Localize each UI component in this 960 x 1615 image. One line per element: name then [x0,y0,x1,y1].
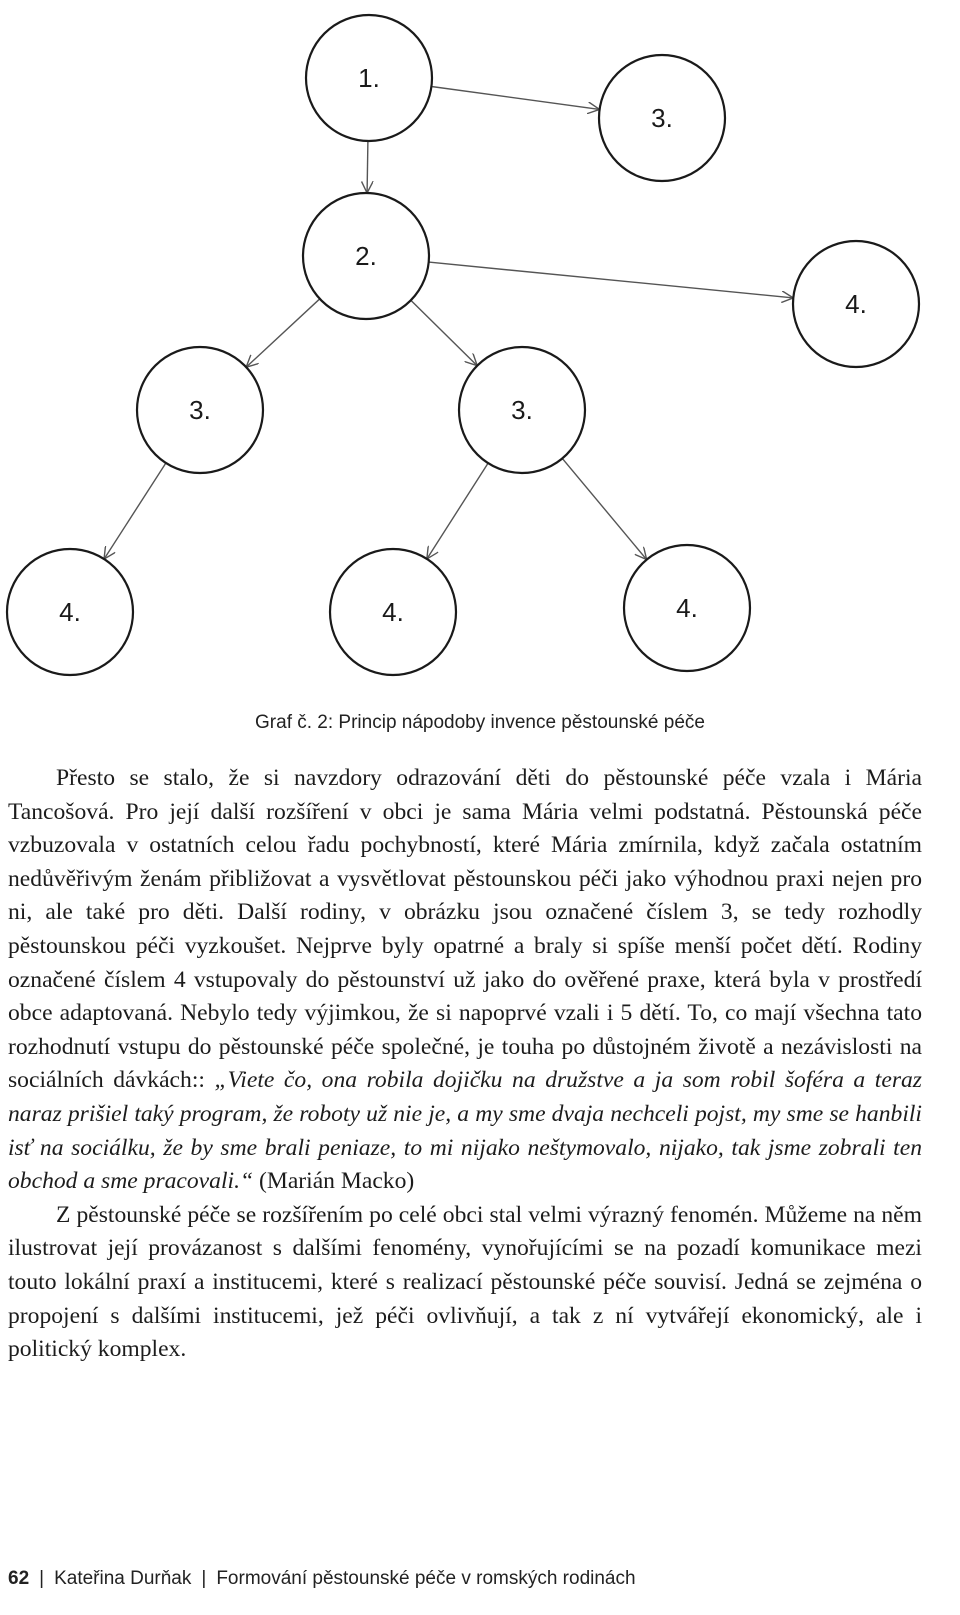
body-text [8,762,922,1367]
node-label: 4. [382,597,404,627]
edge-arrow-n2-to-n4d [429,262,793,298]
node-label: 3. [189,395,211,425]
edge-arrow-n3b-to-n4c [562,458,646,558]
diffusion-diagram [0,0,960,700]
figure-caption: Graf č. 2: Princip nápodoby invence pěstounské péče [255,712,705,733]
diagram-node-n4b [330,549,456,675]
paragraph-2: Z pěstounské péče se rozšířením po celé obci stal velmi výrazný fenomén. Můžeme na něm ilustrovat její provázanost s dalšími fenomény, vynořujícími se na pozadí komunikace mezi touto lokální praxí a institucemi, které s realizací pěstounské péče souvisí. Jedná se zejména o propojení s dalšími institucemi, jež péči ovlivňují, a tak z ní vytvářejí ekonomický, ale i politický komplex. [8,1201,922,1363]
diagram-node-n1 [306,15,432,141]
footer-separator-1: | [39,1568,45,1589]
footer-author: Kateřina Durňak [54,1568,192,1589]
node-label: 1. [358,63,380,93]
paragraph-1 [8,762,922,1199]
node-label: 4. [676,593,698,623]
quote-attribution: (Marián Macko) [253,1168,415,1195]
diagram-node-n4c [624,545,750,671]
footer-separator-2: | [201,1568,207,1589]
paragraph-1-text: Přesto se stalo, že si navzdory odrazování děti do pěstounské péče vzala i Mária Tancošová. Pro její další rozšíření v obci je sama Mária velmi podstatná. Pěstounská péče vzbuzovala v ostatních celou řadu pochybností, které Mária zmírnila, když začala ostatním nedůvěřivým ženám přibližovat a vysvětlovat pěstounskou péči jako výhodnou praxi nejen pro ni, ale také pro děti. Další rodiny, v obrázku jsou označené číslem 3, se tedy rozhodly pěstounskou péči vyzkoušet. Nejprve byly opatrné a braly si spíše menší počet dětí. Rodiny označené číslem 4 vstupovaly do pěstounství už jako do ověřené praxe, která byla v prostředí obce adaptovaná. Nebylo tedy výjimkou, že si napoprvé vzali i 5 dětí. To, co mají všechna tato rozhodnutí vstupu do pěstounské péče společné, je touha po důstojném životě a nezávislosti na sociálních dávkách:: [8,765,922,1094]
node-label: 3. [511,395,533,425]
diagram-node-n4a [7,549,133,675]
interview-quote: „Viete čo, ona robila dojičku na družstve a ja som robil šoféra a teraz naraz prišiel taký program, že roboty už nie je, a my sme dvaja nechceli pojst, my sme se hanbili isť na sociálku, že by sme brali peniaze, to mi nijako neštymovalo, nijako, tak jsme zobrali ten obchod a sme pracovali.“ [8,1067,922,1195]
edge-arrow-n2-to-n3a [247,299,320,367]
diagram-node-n4d [793,241,919,367]
diagram-node-n3a [137,347,263,473]
page-footer [8,1568,636,1590]
edge-arrow-n3b-to-n4b [427,463,488,558]
edge-arrow-n1-to-n3c [431,87,598,110]
footer-book-title: Formování pěstounské péče v romských rodinách [216,1568,636,1589]
page-number: 62 [8,1568,30,1589]
diagram-node-n3c [599,55,725,181]
edge-arrow-n3a-to-n4a [105,463,166,558]
node-label: 3. [651,103,673,133]
node-label: 2. [355,241,377,271]
diagram-nodes [7,15,919,675]
node-label: 4. [59,597,81,627]
edge-arrow-n1-to-n2 [367,141,368,192]
edge-arrow-n2-to-n3b [411,300,477,365]
diagram-node-n2 [303,193,429,319]
diagram-node-n3b [459,347,585,473]
node-label: 4. [845,289,867,319]
